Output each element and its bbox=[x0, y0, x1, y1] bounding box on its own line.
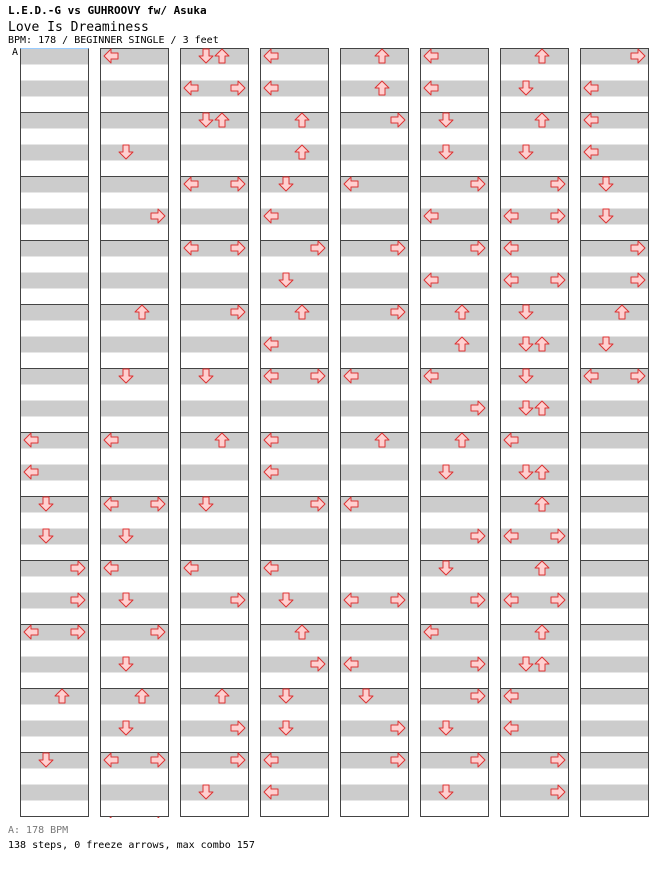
chart-column-1 bbox=[20, 48, 90, 818]
beat-stripe bbox=[101, 241, 169, 257]
beat-stripe bbox=[181, 433, 249, 449]
beat-stripe bbox=[181, 49, 249, 65]
beat-stripe bbox=[581, 529, 649, 545]
beat-stripe bbox=[581, 625, 649, 641]
beat-stripe bbox=[341, 337, 409, 353]
beat-stripe bbox=[181, 113, 249, 129]
beat-stripe bbox=[581, 593, 649, 609]
chart-column-2 bbox=[100, 48, 170, 818]
beat-stripe bbox=[21, 369, 89, 385]
beat-stripe bbox=[101, 689, 169, 705]
beat-stripe bbox=[101, 401, 169, 417]
beat-stripe bbox=[581, 401, 649, 417]
beat-stripe bbox=[501, 305, 569, 321]
beat-stripe bbox=[421, 433, 489, 449]
beat-stripe bbox=[421, 145, 489, 161]
beat-stripe bbox=[181, 529, 249, 545]
beat-stripe bbox=[581, 433, 649, 449]
beat-stripe bbox=[421, 497, 489, 513]
beat-stripe bbox=[501, 465, 569, 481]
beat-stripe bbox=[181, 625, 249, 641]
beat-stripe bbox=[341, 49, 409, 65]
beat-stripe bbox=[581, 689, 649, 705]
beat-stripe bbox=[101, 657, 169, 673]
beat-stripe bbox=[501, 145, 569, 161]
beat-stripe bbox=[581, 177, 649, 193]
beat-stripe bbox=[101, 305, 169, 321]
beat-stripe bbox=[501, 657, 569, 673]
beat-stripe bbox=[181, 657, 249, 673]
beat-stripe bbox=[181, 785, 249, 801]
beat-stripe bbox=[341, 625, 409, 641]
beat-stripe bbox=[101, 369, 169, 385]
beat-stripe bbox=[501, 561, 569, 577]
beat-stripe bbox=[341, 465, 409, 481]
beat-stripe bbox=[501, 497, 569, 513]
beat-stripe bbox=[421, 465, 489, 481]
beat-stripe bbox=[181, 209, 249, 225]
beat-stripe bbox=[21, 145, 89, 161]
beat-stripe bbox=[501, 369, 569, 385]
beat-stripe bbox=[261, 401, 329, 417]
beat-stripe bbox=[21, 657, 89, 673]
beat-stripe bbox=[261, 113, 329, 129]
beat-stripe bbox=[101, 785, 169, 801]
beat-stripe bbox=[21, 785, 89, 801]
beat-stripe bbox=[261, 689, 329, 705]
song-title: L.E.D.-G vs GUHROOVY fw/ Asuka bbox=[8, 4, 207, 17]
beat-stripe bbox=[581, 465, 649, 481]
beat-stripe bbox=[181, 689, 249, 705]
beat-stripe bbox=[421, 113, 489, 129]
beat-stripe bbox=[181, 145, 249, 161]
beat-stripe bbox=[341, 81, 409, 97]
beat-stripe bbox=[341, 273, 409, 289]
beat-stripe bbox=[21, 241, 89, 257]
beat-stripe bbox=[341, 145, 409, 161]
beat-stripe bbox=[181, 337, 249, 353]
beat-stripe bbox=[21, 113, 89, 129]
beat-stripe bbox=[21, 273, 89, 289]
beat-stripe bbox=[261, 529, 329, 545]
beat-stripe bbox=[341, 529, 409, 545]
song-info: BPM: 178 / BEGINNER SINGLE / 3 feet bbox=[8, 35, 219, 46]
beat-stripe bbox=[581, 337, 649, 353]
chart-column-8 bbox=[580, 48, 650, 818]
beat-stripe bbox=[501, 49, 569, 65]
beat-stripe bbox=[421, 337, 489, 353]
arrow-right-icon bbox=[151, 817, 165, 818]
beat-stripe bbox=[341, 209, 409, 225]
beat-stripe bbox=[261, 593, 329, 609]
beat-stripe bbox=[21, 753, 89, 769]
beat-stripe bbox=[501, 81, 569, 97]
beat-stripe bbox=[181, 465, 249, 481]
beat-stripe bbox=[21, 401, 89, 417]
chart-column-4 bbox=[260, 48, 330, 818]
beat-stripe bbox=[101, 145, 169, 161]
beat-stripe bbox=[101, 81, 169, 97]
beat-stripe bbox=[341, 785, 409, 801]
beat-stripe bbox=[341, 561, 409, 577]
bpm-marker: A bbox=[12, 47, 19, 58]
beat-stripe bbox=[421, 785, 489, 801]
chart-column-3 bbox=[180, 48, 250, 818]
beat-stripe bbox=[261, 305, 329, 321]
beat-stripe bbox=[261, 177, 329, 193]
beat-stripe bbox=[101, 273, 169, 289]
beat-stripe bbox=[581, 561, 649, 577]
beat-stripe bbox=[181, 401, 249, 417]
song-name: Love Is Dreaminess bbox=[8, 20, 149, 35]
footer-stats: 138 steps, 0 freeze arrows, max combo 157 bbox=[8, 840, 255, 851]
beat-stripe bbox=[581, 721, 649, 737]
beat-stripe bbox=[21, 49, 89, 65]
beat-stripe bbox=[261, 273, 329, 289]
beat-stripe bbox=[581, 497, 649, 513]
beat-stripe bbox=[421, 721, 489, 737]
beat-stripe bbox=[501, 401, 569, 417]
beat-stripe bbox=[101, 529, 169, 545]
beat-stripe bbox=[581, 305, 649, 321]
beat-stripe bbox=[421, 305, 489, 321]
beat-stripe bbox=[21, 529, 89, 545]
beat-stripe bbox=[101, 177, 169, 193]
beat-stripe bbox=[21, 337, 89, 353]
beat-stripe bbox=[341, 401, 409, 417]
beat-stripe bbox=[101, 465, 169, 481]
beat-stripe bbox=[181, 369, 249, 385]
beat-stripe bbox=[421, 561, 489, 577]
footer-bpm: A: 178 BPM bbox=[8, 825, 69, 836]
beat-stripe bbox=[101, 721, 169, 737]
beat-stripe bbox=[581, 657, 649, 673]
beat-stripe bbox=[101, 337, 169, 353]
beat-stripe bbox=[181, 273, 249, 289]
beat-stripe bbox=[21, 689, 89, 705]
beat-stripe bbox=[581, 209, 649, 225]
beat-stripe bbox=[501, 337, 569, 353]
chart-column-7 bbox=[500, 48, 570, 818]
beat-stripe bbox=[101, 113, 169, 129]
beat-stripe bbox=[21, 305, 89, 321]
beat-stripe bbox=[261, 721, 329, 737]
beat-stripe bbox=[21, 177, 89, 193]
beat-stripe bbox=[501, 625, 569, 641]
beat-stripe bbox=[181, 497, 249, 513]
beat-stripe bbox=[581, 785, 649, 801]
chart-column-6 bbox=[420, 48, 490, 818]
beat-stripe bbox=[581, 753, 649, 769]
beat-stripe bbox=[501, 113, 569, 129]
arrow-left-icon bbox=[104, 817, 118, 818]
beat-stripe bbox=[341, 689, 409, 705]
chart-column-5 bbox=[340, 48, 410, 818]
beat-stripe bbox=[261, 625, 329, 641]
beat-stripe bbox=[21, 81, 89, 97]
beat-stripe bbox=[21, 497, 89, 513]
beat-stripe bbox=[21, 209, 89, 225]
beat-stripe bbox=[101, 593, 169, 609]
beat-stripe bbox=[341, 433, 409, 449]
beat-stripe bbox=[261, 145, 329, 161]
beat-stripe bbox=[21, 721, 89, 737]
